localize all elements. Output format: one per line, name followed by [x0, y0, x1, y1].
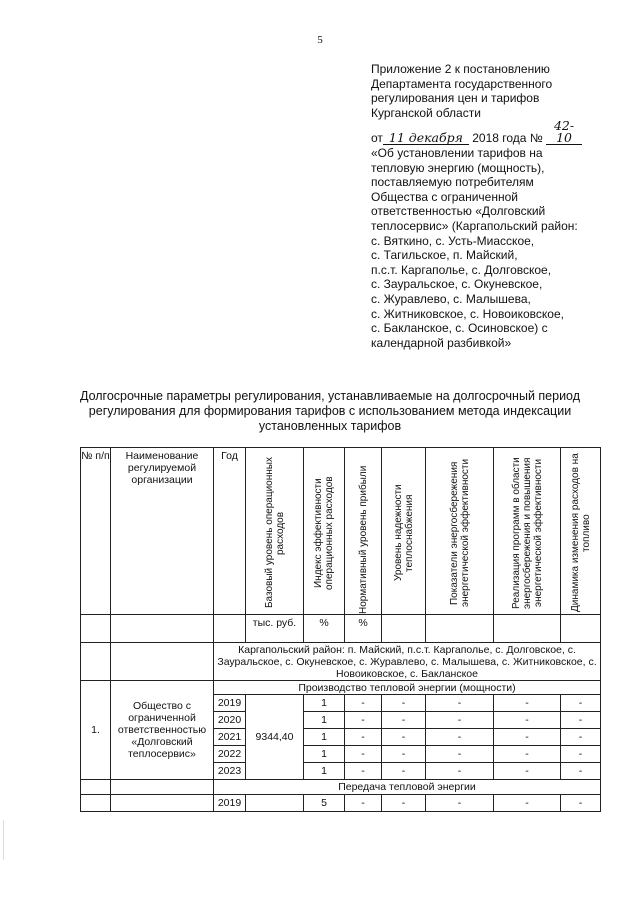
cell-year: 2021 — [214, 729, 246, 746]
cell-profit: - — [345, 729, 382, 746]
units-row — [81, 615, 601, 643]
cell-energy: - — [426, 695, 494, 712]
cell-fuel: - — [561, 712, 601, 729]
cell-reliability: - — [382, 746, 426, 763]
section-production: Производство тепловой энергии (мощности) — [214, 681, 601, 695]
appendix-subject-line: с. Житниковское, с. Новоиковское, — [371, 306, 564, 321]
appendix-subject-line: Общества с ограниченной — [371, 189, 518, 204]
cell-reliability: - — [382, 695, 426, 712]
cell-empty — [111, 795, 214, 812]
appendix-subject-line: «Об установлении тарифов на — [371, 145, 543, 160]
cell-energy: - — [426, 712, 494, 729]
units-empty — [426, 615, 494, 643]
cell-index: 1 — [304, 746, 345, 763]
region-empty — [111, 643, 214, 681]
cell-energy: - — [426, 763, 494, 780]
appendix-line: регулирования цен и тарифов — [371, 91, 540, 106]
header-energy — [426, 448, 494, 615]
cell-index: 1 — [304, 729, 345, 746]
cell-fuel: - — [561, 746, 601, 763]
cell-year: 2023 — [214, 763, 246, 780]
appendix-line: Департамента государственного — [371, 76, 553, 91]
appendix-subject-line: с. Журавлево, с. Малышева, — [371, 291, 531, 306]
header-programs-text: Реализация программ в области энергосбережения и повышения энергетической эффективности — [510, 457, 544, 609]
appendix-line: Курганской области — [371, 105, 481, 120]
appendix-subject-line: с. Тагильское, п. Майский, — [371, 248, 518, 263]
title-line: Долгосрочные параметры регулирования, устанавливаемые на долгосрочный период — [79, 389, 581, 403]
cell-year: 2022 — [214, 746, 246, 763]
year-text: 2018 года № — [472, 131, 543, 146]
region-text: Каргапольский район: п. Майский, п.с.т. Каргаполье, с. Долговское, с. Зауральское, с. Окуневское, с. Журавлево, с. Малышева, с. Житниковское, с. Новоиковское, с. Бакланское — [214, 643, 601, 681]
cell-year: 2020 — [214, 712, 246, 729]
cell-programs: - — [494, 712, 561, 729]
cell-programs: - — [494, 763, 561, 780]
cell-programs: - — [494, 746, 561, 763]
cell-profit: - — [345, 695, 382, 712]
cell-profit: - — [345, 712, 382, 729]
section-transmission: Передача тепловой энергии — [214, 780, 601, 795]
header-reliability — [382, 448, 426, 615]
header-profit — [345, 448, 382, 615]
unit-index: % — [304, 615, 345, 643]
title-line: регулирования для формирования тарифов с использованием метода индексации — [88, 404, 572, 418]
appendix-subject-line: с. Бакланское, с. Осиновское) с — [371, 321, 548, 336]
units-empty — [561, 615, 601, 643]
appendix-subject-line: с. Зауральское, с. Окуневское, — [371, 277, 543, 292]
header-base — [246, 448, 304, 615]
units-empty — [494, 615, 561, 643]
table-header-row — [81, 448, 601, 615]
region-row — [81, 643, 601, 681]
appendix-block — [371, 62, 609, 350]
header-year: Год — [214, 448, 246, 615]
cell-reliability: - — [382, 763, 426, 780]
parameters-table — [80, 447, 601, 812]
section-row — [81, 780, 601, 795]
cell-fuel: - — [561, 795, 601, 812]
cell-energy: - — [426, 729, 494, 746]
cell-fuel: - — [561, 729, 601, 746]
cell-index: 1 — [304, 763, 345, 780]
header-energy-text: Показатели энергосбережения энергетической эффективности — [448, 458, 471, 608]
header-profit-text: Нормативный уровень прибыли — [357, 465, 369, 614]
unit-base: тыс. руб. — [246, 615, 304, 643]
region-empty — [81, 643, 111, 681]
header-programs — [494, 448, 561, 615]
cell-programs: - — [494, 695, 561, 712]
cell-reliability: - — [382, 729, 426, 746]
section-empty — [111, 780, 214, 795]
row-number: 1. — [81, 681, 111, 780]
header-num: № п/п — [81, 448, 111, 615]
cell-year: 2019 — [214, 795, 246, 812]
cell-profit: - — [345, 746, 382, 763]
appendix-subject-line: календарной разбивкой» — [371, 335, 512, 350]
cell-base-value — [246, 795, 304, 812]
units-empty — [111, 615, 214, 643]
cell-profit: - — [345, 763, 382, 780]
appendix-subject-line: тепловую энергию (мощность), — [371, 160, 545, 175]
cell-base-value: 9344,40 — [246, 695, 304, 780]
cell-energy: - — [426, 795, 494, 812]
document-title — [60, 389, 600, 434]
header-index-text: Индекс эффективности операционных расходов — [313, 476, 335, 590]
header-fuel-text: Динамика изменения расходов на топливо — [569, 453, 592, 613]
cell-fuel: - — [561, 695, 601, 712]
cell-index: 1 — [304, 712, 345, 729]
scan-margin-mark — [3, 820, 4, 860]
unit-profit: % — [345, 615, 382, 643]
units-empty — [214, 615, 246, 643]
appendix-subject-line: п.с.т. Каргаполье, с. Долговское, — [371, 262, 552, 277]
appendix-subject-line: с. Вяткино, с. Усть-Миасское, — [371, 233, 535, 248]
title-line: установленных тарифов — [258, 419, 402, 433]
handwritten-number: 42-10 — [546, 120, 582, 145]
cell-index: 5 — [304, 795, 345, 812]
header-index — [304, 448, 345, 615]
cell-energy: - — [426, 746, 494, 763]
cell-index: 1 — [304, 695, 345, 712]
cell-reliability: - — [382, 712, 426, 729]
appendix-line: Приложение 2 к постановлению — [371, 62, 550, 76]
from-prefix: от — [371, 131, 383, 146]
cell-programs: - — [494, 795, 561, 812]
handwritten-date: 11 декабря — [383, 132, 469, 145]
header-reliability-text: Уровень надежности теплоснабжения — [392, 484, 415, 582]
cell-profit: - — [345, 795, 382, 812]
section-empty — [81, 780, 111, 795]
cell-reliability: - — [382, 795, 426, 812]
page-number: 5 — [317, 34, 323, 46]
appendix-date-line — [371, 120, 609, 146]
appendix-subject-line: ответственностью «Долговский — [371, 204, 546, 219]
header-org: Наименование регулируемой организации — [111, 448, 214, 615]
cell-empty — [81, 795, 111, 812]
section-row — [81, 681, 601, 695]
org-name: Общество с ограниченной ответственностью «Долговский теплосервис» — [111, 681, 214, 780]
cell-year: 2019 — [214, 695, 246, 712]
header-fuel — [561, 448, 601, 615]
units-empty — [81, 615, 111, 643]
table-row — [81, 795, 601, 812]
cell-programs: - — [494, 729, 561, 746]
appendix-subject-line: теплосервис» (Каргапольский район: — [371, 218, 578, 233]
cell-fuel: - — [561, 763, 601, 780]
appendix-subject-line: поставляемую потребителям — [371, 175, 534, 190]
units-empty — [382, 615, 426, 643]
header-base-text: Базовый уровень операционных расходов — [263, 457, 286, 609]
